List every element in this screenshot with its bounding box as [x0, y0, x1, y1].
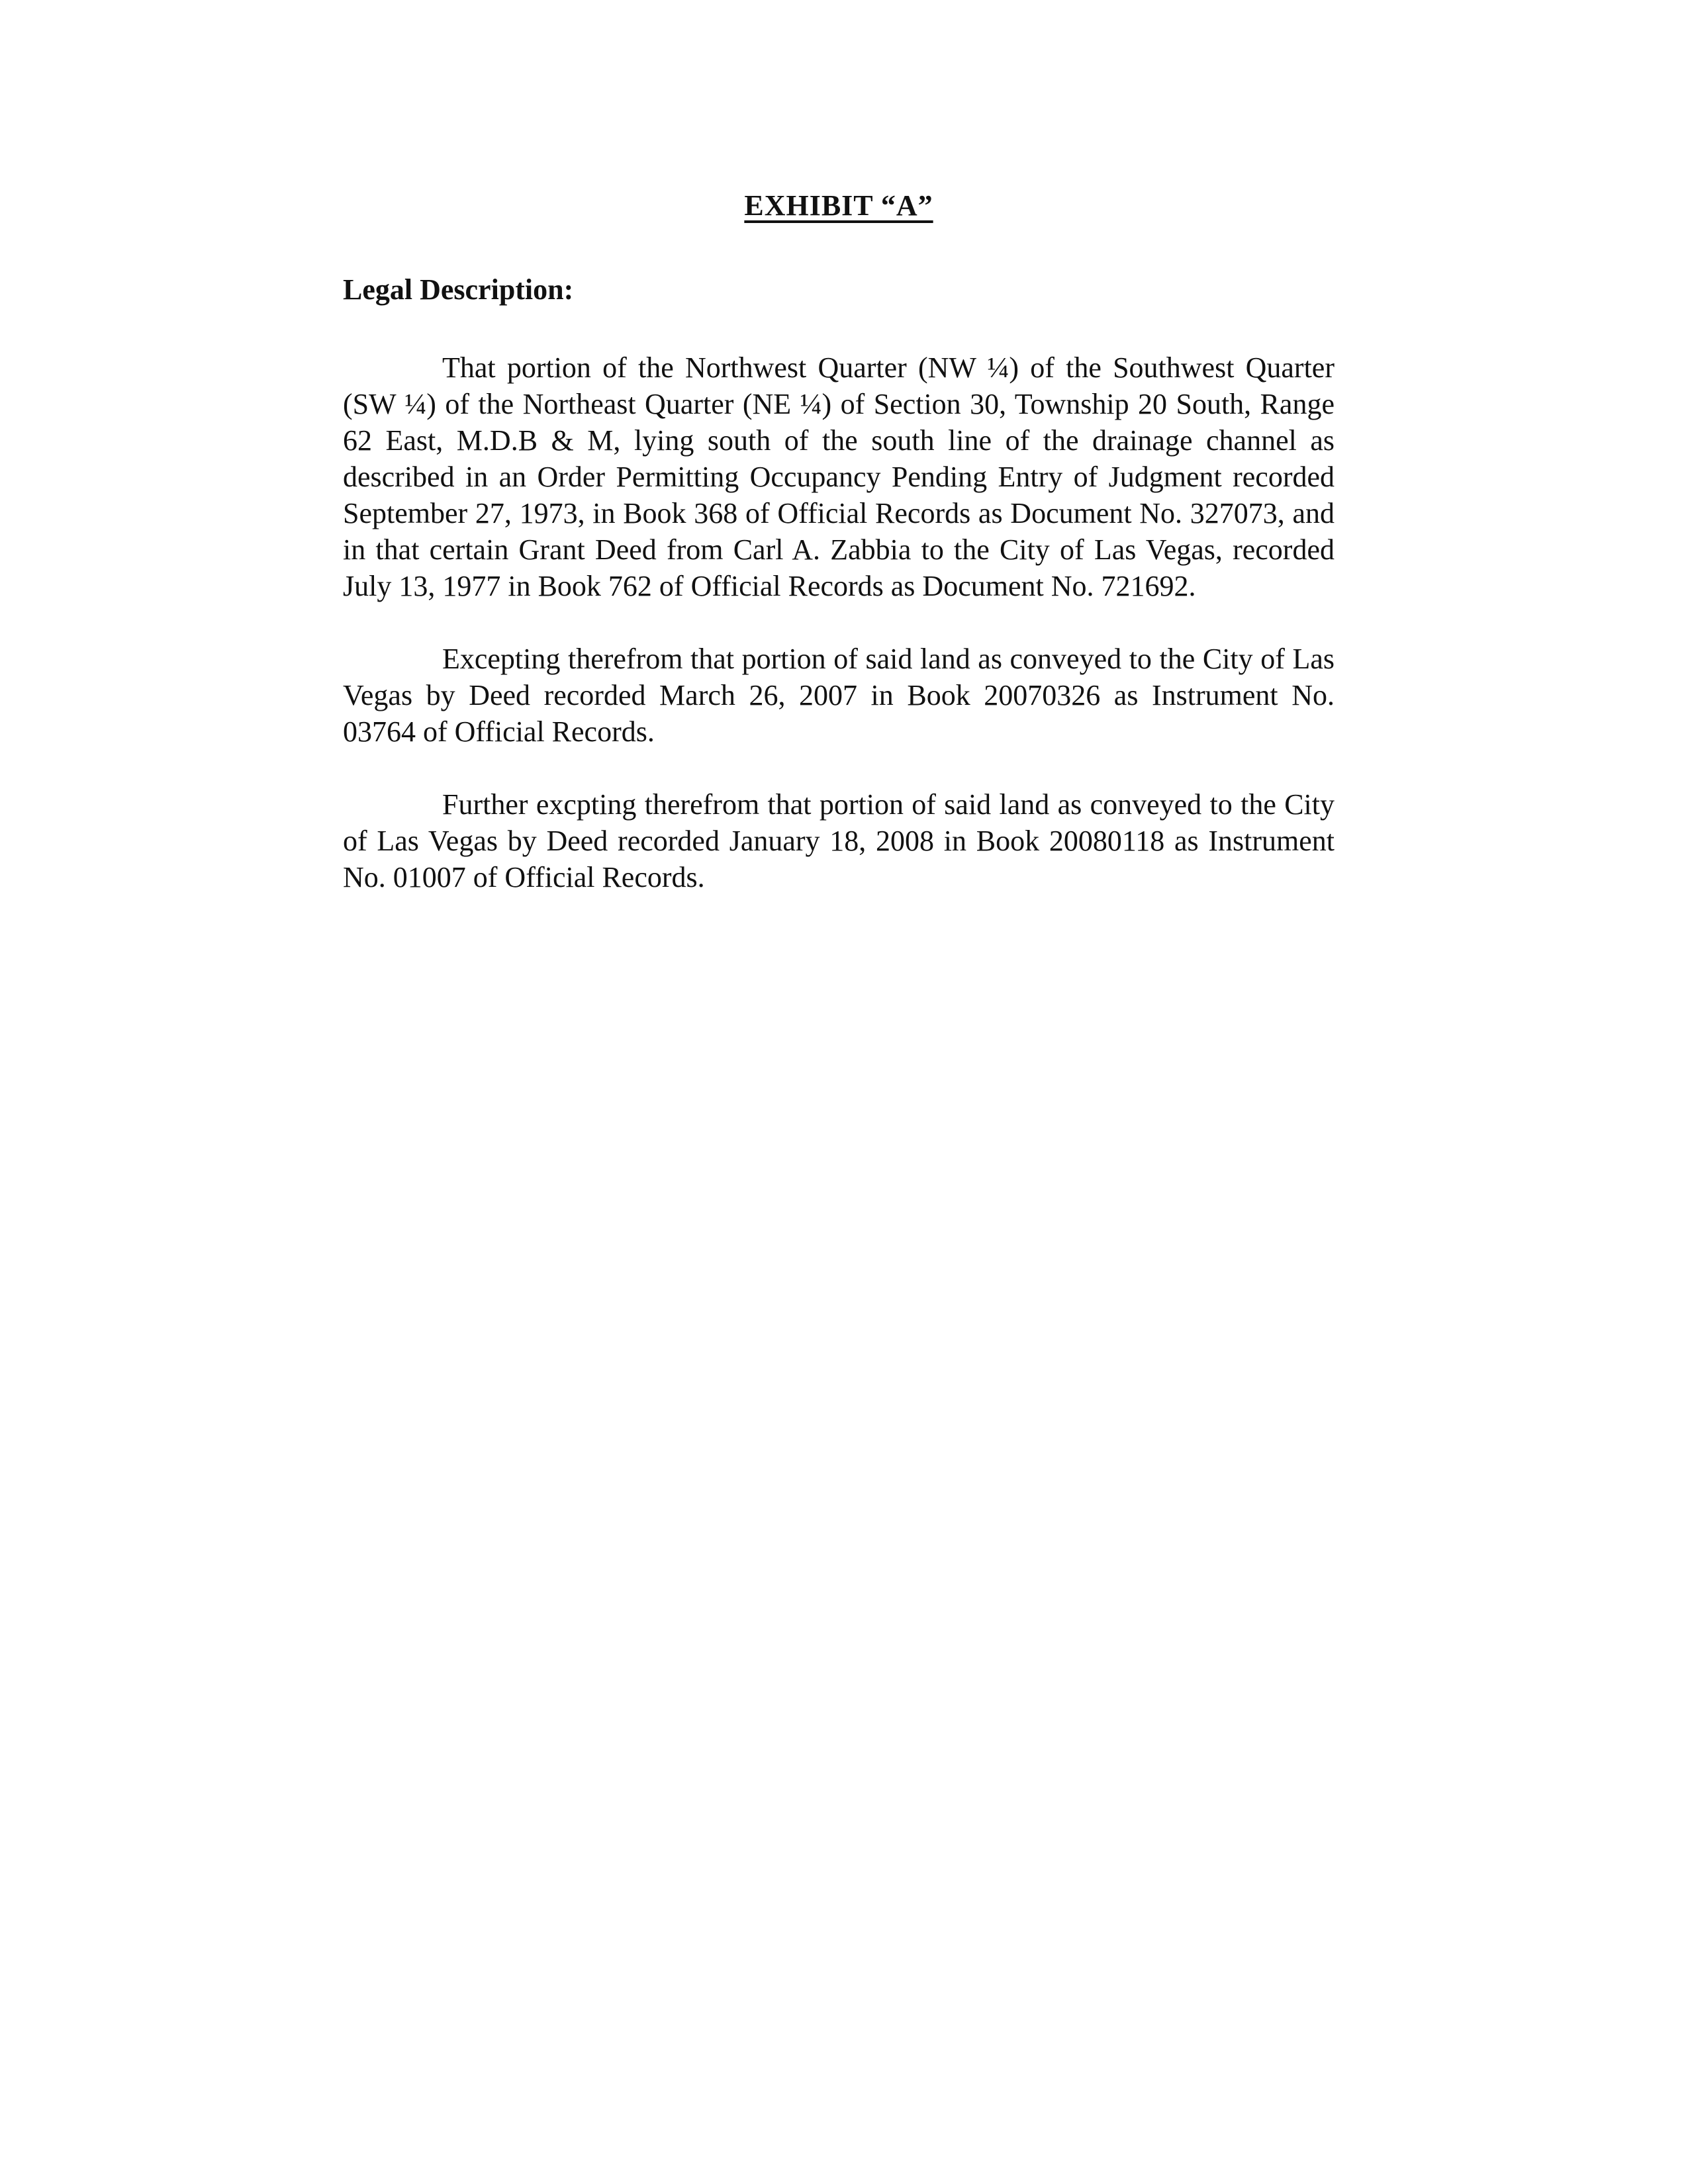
- legal-description-heading: Legal Description:: [343, 273, 574, 306]
- exception-paragraph: Excepting therefrom that portion of said land as conveyed to the City of Las Vegas by Deed recorded March 26, 2007 in Book 20070326 as Instrument No. 03764 of Official Records.: [343, 643, 1335, 748]
- further-exception-paragraph: Further excpting therefrom that portion of said land as conveyed to the City of Las Vegas by Deed recorded January 18, 2008 in Book 20080118 as Instrument No. 01007 of Official Records.: [343, 788, 1335, 893]
- document-body: [343, 189, 1335, 932]
- exhibit-title: EXHIBIT “A”: [744, 189, 933, 222]
- legal-description-paragraph: That portion of the Northwest Quarter (NW ¼) of the Southwest Quarter (SW ¼) of the Northeast Quarter (NE ¼) of Section 30, Township 20 South, Range 62 East, M.D.B & M, lying south of the south line of the drainage channel as described in an Order Permitting Occupancy Pending Entry of Judgment recorded September 27, 1973, in Book 368 of Official Records as Document No. 327073, and in that certain Grant Deed from Carl A. Zabbia to the City of Las Vegas, recorded July 13, 1977 in Book 762 of Official Records as Document No. 721692.: [343, 351, 1335, 602]
